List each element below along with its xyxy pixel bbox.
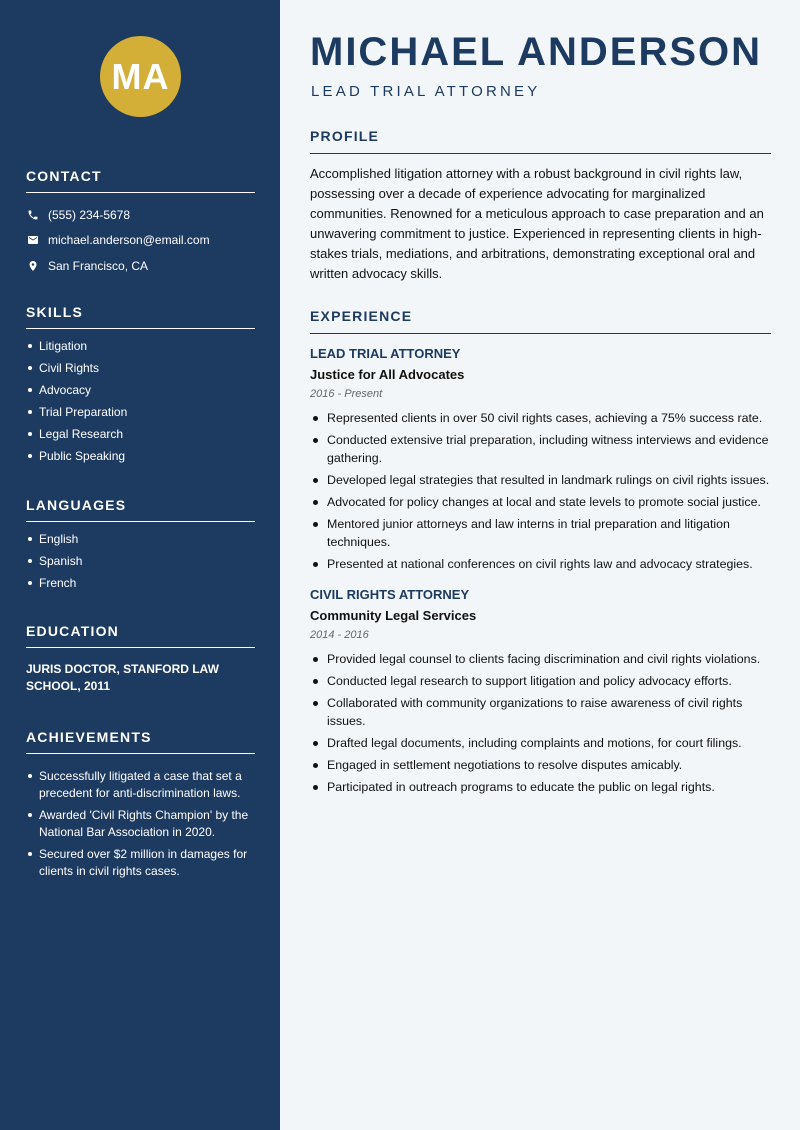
list-item: Legal Research [26, 426, 255, 442]
contact-phone [26, 202, 255, 228]
list-item: Drafted legal documents, including complaints and motions, for court filings. [310, 734, 771, 752]
list-item: Awarded 'Civil Rights Champion' by the National Bar Association in 2020. [26, 807, 255, 841]
job-company: Community Legal Services [310, 608, 477, 623]
list-item: Litigation [26, 338, 255, 354]
achievements-title: ACHIEVEMENTS [26, 729, 255, 754]
sidebar [0, 0, 280, 1130]
job-entry [310, 346, 771, 573]
contact-email [26, 228, 255, 254]
job-title: LEAD TRIAL ATTORNEY [310, 346, 461, 361]
job-bullets [310, 650, 771, 796]
experience-section [310, 308, 771, 800]
profile-title: PROFILE [310, 128, 771, 154]
list-item: Participated in outreach programs to educate the public on legal rights. [310, 778, 771, 796]
list-item: Developed legal strategies that resulted in landmark rulings on civil rights issues. [310, 471, 771, 489]
list-item: Advocated for policy changes at local and state levels to promote social justice. [310, 493, 771, 511]
profile-section [310, 128, 771, 284]
education-degree: JURIS DOCTOR, STANFORD LAW SCHOOL, 2011 [26, 662, 219, 693]
job-title: CIVIL RIGHTS ATTORNEY [310, 587, 470, 602]
avatar-initials: MA [111, 55, 170, 97]
job-entry [310, 587, 771, 796]
list-item: Conducted extensive trial preparation, including witness interviews and evidence gathering. [310, 431, 771, 467]
email-text: michael.anderson@email.com [48, 233, 210, 248]
achievements-list [26, 768, 255, 880]
experience-title: EXPERIENCE [310, 308, 771, 334]
languages-section [26, 497, 255, 597]
job-company: Justice for All Advocates [310, 367, 465, 382]
list-item: Spanish [26, 553, 255, 569]
education-title: EDUCATION [26, 623, 255, 648]
languages-title: LANGUAGES [26, 497, 255, 522]
list-item: Advocacy [26, 382, 255, 398]
list-item: Successfully litigated a case that set a precedent for anti-discrimination laws. [26, 768, 255, 802]
list-item: Public Speaking [26, 448, 255, 464]
contact-location [26, 253, 255, 279]
main-content [280, 0, 800, 1130]
list-item: Collaborated with community organizations to raise awareness of civil rights issues. [310, 694, 771, 730]
list-item: Engaged in settlement negotiations to resolve disputes amicably. [310, 756, 771, 774]
contact-section [26, 168, 255, 279]
list-item: Mentored junior attorneys and law interns in trial preparation and litigation techniques. [310, 515, 771, 551]
job-dates: 2016 - Present [310, 388, 383, 400]
list-item: Trial Preparation [26, 404, 255, 420]
list-item: English [26, 531, 255, 547]
list-item: Conducted legal research to support litigation and policy advocacy efforts. [310, 672, 771, 690]
list-item: Provided legal counsel to clients facing discrimination and civil rights violations. [310, 650, 771, 668]
list-item: Presented at national conferences on civil rights law and advocacy strategies. [310, 555, 771, 573]
phone-icon [26, 208, 40, 222]
list-item: French [26, 575, 255, 591]
contact-title: CONTACT [26, 168, 255, 193]
candidate-name: MICHAEL ANDERSON [310, 30, 763, 74]
skills-section [26, 304, 255, 470]
education-section [26, 623, 255, 695]
languages-list [26, 531, 255, 591]
location-pin-icon [26, 259, 40, 273]
list-item: Secured over $2 million in damages for clients in civil rights cases. [26, 846, 255, 880]
skills-title: SKILLS [26, 304, 255, 329]
candidate-role: LEAD TRIAL ATTORNEY [311, 83, 541, 100]
list-item: Civil Rights [26, 360, 255, 376]
list-item: Represented clients in over 50 civil rights cases, achieving a 75% success rate. [310, 409, 771, 427]
phone-text: (555) 234-5678 [48, 207, 131, 222]
skills-list [26, 338, 255, 464]
avatar [100, 36, 181, 117]
job-bullets [310, 409, 771, 573]
email-icon [26, 233, 40, 247]
profile-text: Accomplished litigation attorney with a robust background in civil rights law, possessing over a decade of experience advocating for marginalized communities. Renowned for a meticulous approach to case preparation and an unwavering commitment to justice. Experienced in representing clients in high-stakes trials, mediations, and arbitrations, demonstrating exceptional oral and written advocacy skills. [310, 166, 764, 281]
location-text: San Francisco, CA [48, 258, 149, 273]
achievements-section [26, 729, 255, 885]
job-dates: 2014 - 2016 [310, 629, 369, 641]
